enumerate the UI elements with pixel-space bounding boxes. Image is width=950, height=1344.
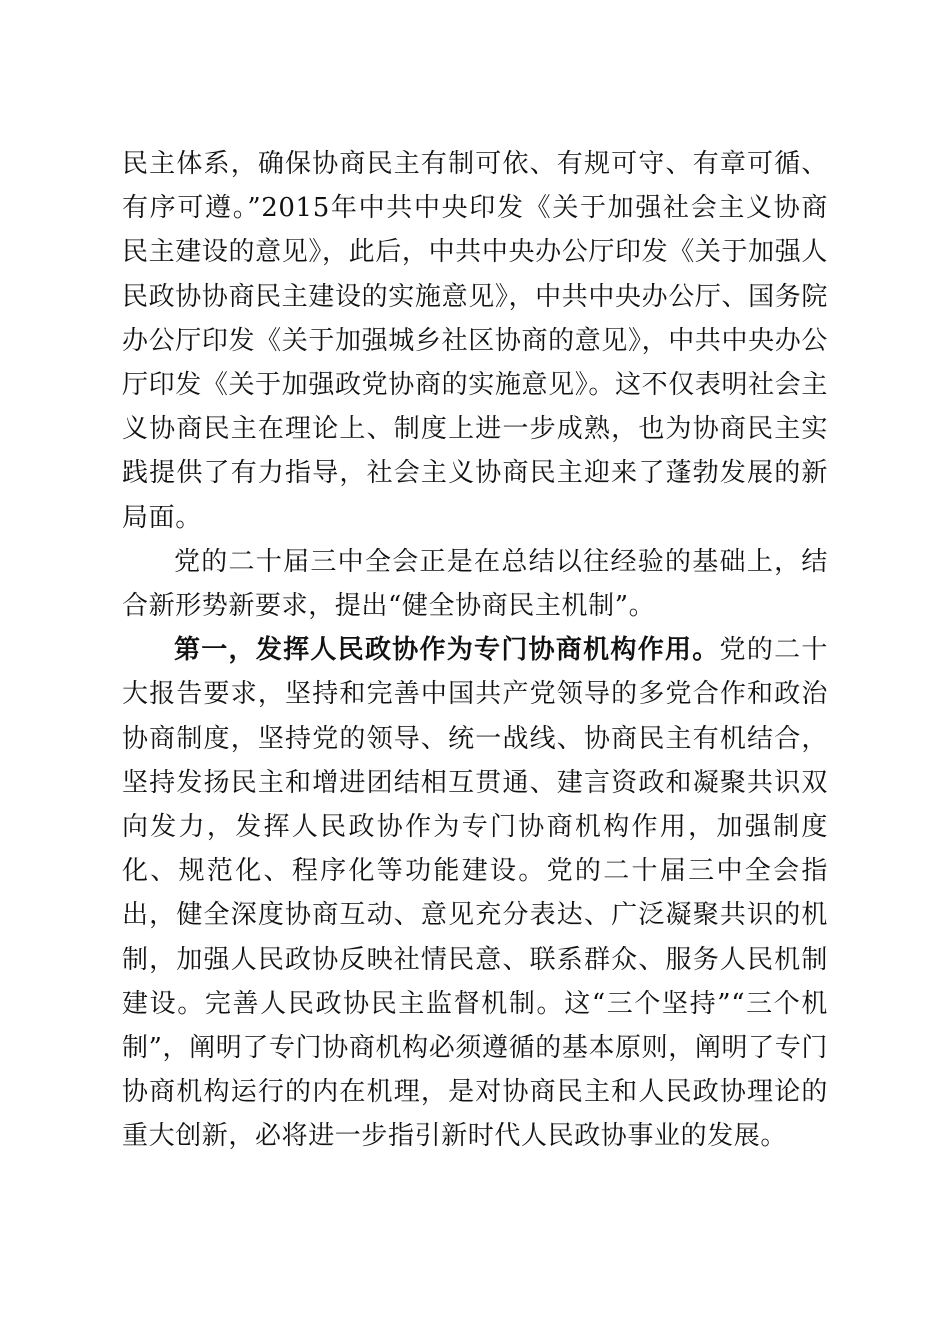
paragraph-2 bbox=[122, 540, 828, 628]
paragraph-3-lead: 第一，发挥人民政协作为专门协商机构作用。 bbox=[174, 635, 720, 666]
paragraph-2-text: 党的二十届三中全会正是在总结以往经验的基础上，结合新形势新要求，提出“健全协商民主机制”。 bbox=[122, 546, 828, 622]
paragraph-1 bbox=[122, 142, 828, 540]
paragraph-3 bbox=[122, 628, 828, 1158]
document-body bbox=[122, 142, 828, 1159]
paragraph-3-text: 党的二十大报告要求，坚持和完善中国共产党领导的多党合作和政治协商制度，坚持党的领导、统一战线、协商民主有机结合，坚持发扬民主和增进团结相互贯通、建言资政和凝聚共识双向发力，发挥人民政协作为专门协商机构作用，加强制度化、规范化、程序化等功能建设。党的二十届三中全会指出，健全深度协商互动、意见充分表达、广泛凝聚共识的机制，加强人民政协反映社情民意、联系群众、服务人民机制建设。完善人民政协民主监督机制。这“三个坚持”“三个机制”，阐明了专门协商机构必须遵循的基本原则，阐明了专门协商机构运行的内在机理，是对协商民主和人民政协理论的重大创新，必将进一步指引新时代人民政协事业的发展。 bbox=[122, 635, 828, 1152]
paragraph-1-text: 民主体系，确保协商民主有制可依、有规可守、有章可循、有序可遵。”2015年中共中央印发《关于加强社会主义协商民主建设的意见》，此后，中共中央办公厅印发《关于加强人民政协协商民主建设的实施意见》，中共中央办公厅、国务院办公厅印发《关于加强城乡社区协商的意见》，中共中央办公厅印发《关于加强政党协商的实施意见》。这不仅表明社会主义协商民主在理论上、制度上进一步成熟，也为协商民主实践提供了有力指导，社会主义协商民主迎来了蓬勃发展的新局面。 bbox=[122, 149, 828, 533]
